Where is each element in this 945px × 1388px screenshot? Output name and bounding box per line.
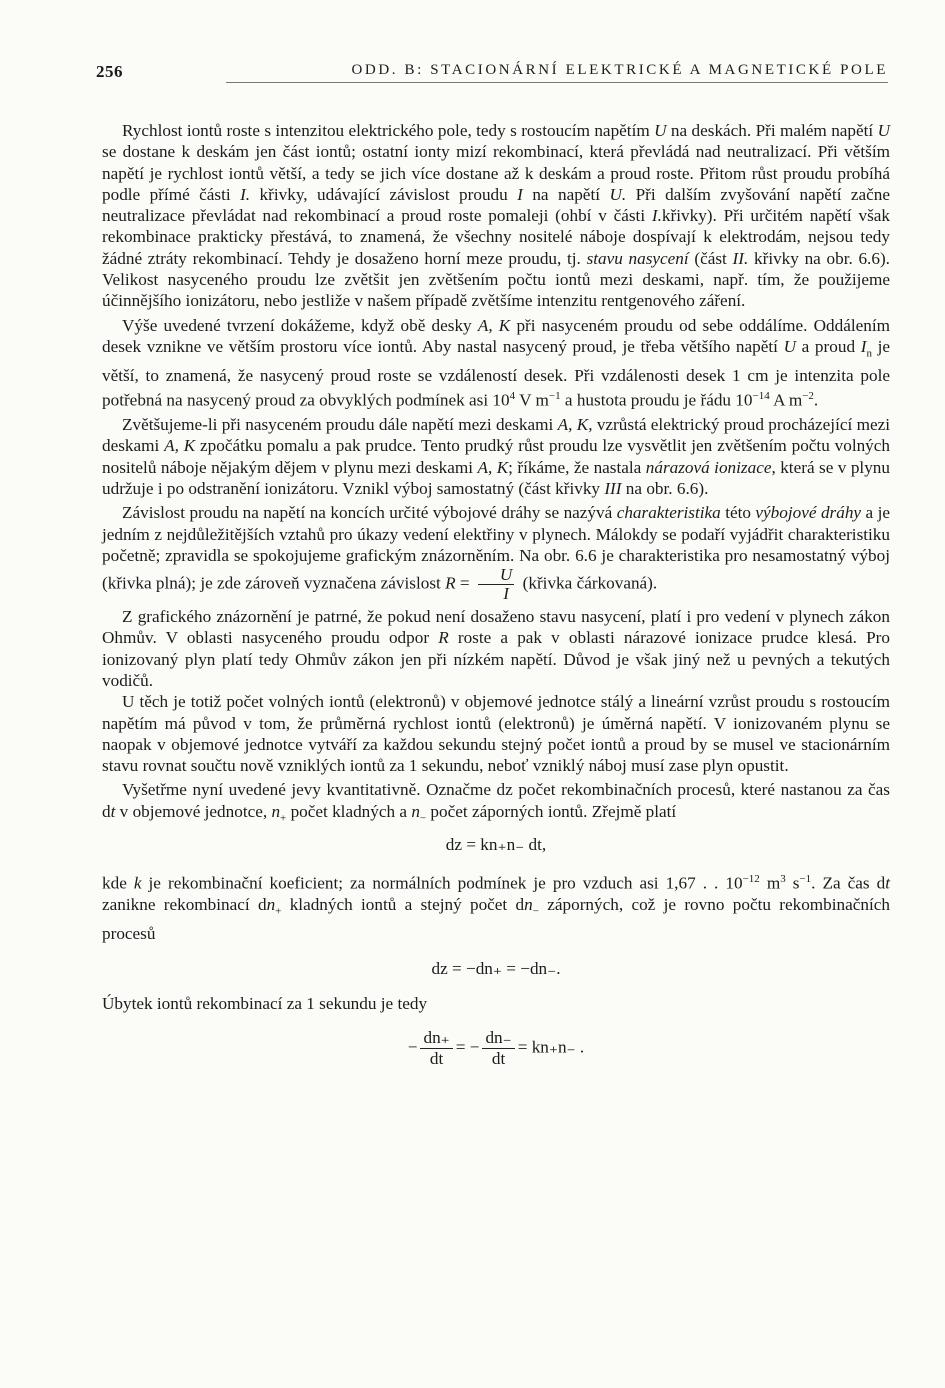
equation-1: dz = kn₊n₋ dt, <box>445 834 547 854</box>
running-header <box>96 62 888 84</box>
fraction-u-over-i: $\frac{U}{I}$ <box>478 566 514 603</box>
header-rule <box>226 82 888 83</box>
body-text <box>102 120 890 1071</box>
equation-2: dz = −dn₊ = −dn₋. <box>431 958 561 978</box>
fraction-dn-plus-dt: $\frac{dn_+}{dt}$ <box>420 1028 452 1069</box>
paragraph-8: kde k je rekombinační koeficient; za normálních podmínek je pro vzduch asi 1,67 . . $10^{-12}$ $m^3$ $s^{-1}$. Za čas dt zanikne rekombinací $dn_+$ kladných iontů a stejný počet $dn_-$ záporných, což je rovno počtu rekombinačních procesů <box>102 872 890 943</box>
paragraph-3: Zvětšujeme-li při nasyceném proudu dále napětí mezi deskami A, K, vzrůstá elektrický proud procházející mezi deskami A, K zpočátku pomalu a pak prudce. Tento prudký růst proudu lze vysvětlit jen zvětšením počtu volných nositelů náboje nějakým dějem v plynu mezi deskami A, K; říkáme, že nastala nárazová ionizace, která se v plynu udržuje i po odstranění ionizátoru. Vznikl výboj samostatný (část křivky III na obr. 6.6). <box>102 415 891 498</box>
paragraph-6: U těch je totiž počet volných iontů (elektronů) v objemové jednotce stálý a lineární vzrůst proudu s rostoucím napětím má původ v tom, že průměrná rychlost iontů (elektronů) je úměrná napětí. V ionizovaném plynu se naopak v objemové jednotce vytváří za každou sekundu stejný počet iontů a proud by se musel ve stacionárním stavu rovnat součtu nově vzniklých iontů za 1 sekundu, neboť vzniklý náboj musí zase plyn opustit. <box>102 692 890 776</box>
page-number: 256 <box>96 62 123 81</box>
paragraph-4: Závislost proudu na napětí na koncích určité výbojové dráhy se nazývá charakteristika této výbojové dráhy a je jedním z nejdůležitějších vztahů pro úkazy vedení elektřiny v plynech. Málokdy se podaří vyjádřit charakteristiku početně; zpravidla se spokojujeme grafickým znázorněním. Na obr. 6.6 je charakteristika pro nesamostatný výboj (křivka plná); je zde zároveň vyznačena závislost R = $\frac{U}{I}$ (křivka čárkovaná). <box>102 503 890 604</box>
paragraph-2: Výše uvedené tvrzení dokážeme, když obě desky A, K při nasyceném proudu od sebe oddálíme. Oddálením desek vznikne ve větším prostoru více iontů. Aby nastal nasycený proud, je třeba většího napětí U a proud $I_n$ je větší, to znamená, že nasycený proud roste se vzdáleností desek. Při vzdálenosti desek 1 cm je intenzita pole potřebná na nasycený proud za obvyklých podmínek asi $10^4$ V $m^{-1}$ a hustota proudu je řádu $10^{-14}$ A $m^{-2}$. <box>102 315 891 410</box>
paragraph-7: Vyšetřme nyní uvedené jevy kvantitativně. Označme dz počet rekombinačních procesů, které nastanou za čas dt v objemové jednotce, $n_+$ počet kladných a $n_-$ počet záporných iontů. Zřejmě platí <box>102 780 890 825</box>
paragraph-9: Úbytek iontů rekombinací za 1 sekundu je tedy <box>102 994 428 1014</box>
paragraph-5: Z grafického znázornění je patrné, že pokud není dosaženo stavu nasycení, platí i pro vedení v plynech zákon Ohmův. V oblasti nasyceného proudu odpor R roste a pak v oblasti nárazové ionizace prudce klesá. Pro ionizovaný plyn platí tedy Ohmův zákon jen při nízkém napětí. Důvod je však jiný než u pevných a tekutých vodičů. <box>102 607 890 690</box>
term-characteristic: charakteristika <box>616 503 721 523</box>
running-title: ODD. B: STACIONÁRNÍ ELEKTRICKÉ A MAGNETICKÉ POLE <box>351 62 888 78</box>
term-impact-ionization: nárazová ionizace <box>645 457 772 477</box>
term-discharge-path: výbojové dráhy <box>755 503 862 523</box>
term-saturation: stavu nasycení <box>586 248 689 268</box>
equation-3: − $\frac{dn_+}{dt}$ = − $\frac{dn_-}{dt}$ = kn₊n₋ . <box>407 1028 585 1069</box>
fraction-dn-minus-dt: $\frac{dn_-}{dt}$ <box>482 1028 514 1069</box>
paragraph-1: Rychlost iontů roste s intenzitou elektrického pole, tedy s rostoucím napětím U na deskách. Při malém napětí U se dostane k deskám jen část iontů; ostatní ionty mizí rekombinací, která převládá nad neutralizací. Při větším napětí je rychlost iontů větší, a tedy se jich více dostane až k deskám a proud roste. Přitom růst proudu probíhá podle přímé části I. křivky, udávající závislost proudu I na napětí U. Při dalším zvyšování napětí začne neutralizace převládat nad rekombinací a proud roste pomaleji (ohbí v části I.křivky). Při určitém napětí však rekombinace prakticky přestává, to znamená, že všechny nositelé náboje dospívají k elektrodám, nejsou tedy žádné ztráty rekombinací. Tehdy je dosaženo horní meze proudu, tj. stavu nasycení (část II. křivky na obr. 6.6). Velikost nasyceného proudu lze zvětšit jen zvětšením počtu iontů mezi deskami, např. tím, že použijeme účinnějšího ionizátoru, nebo jestliže v našem případě zvětšíme intenzitu rentgenového záření. <box>102 121 891 311</box>
